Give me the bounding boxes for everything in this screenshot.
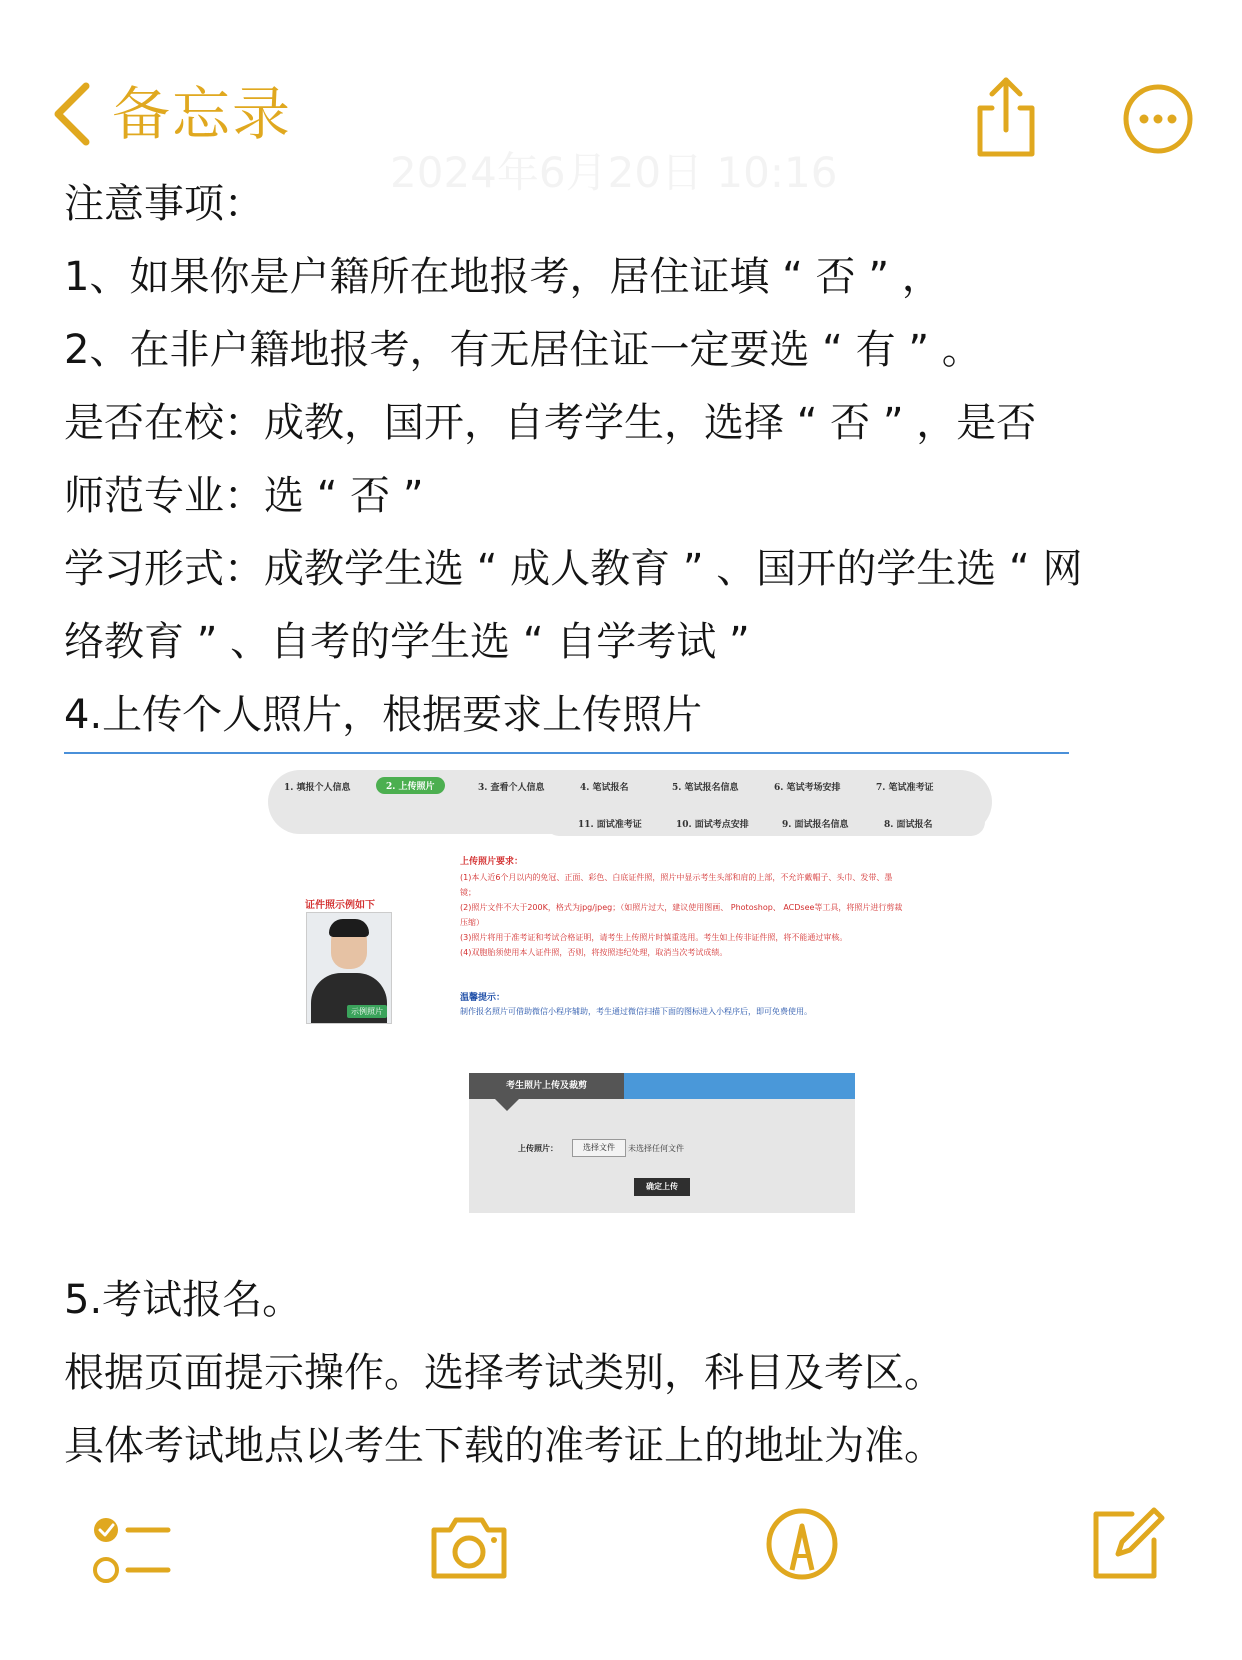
- step-item: 4. 笔试报名: [580, 783, 629, 793]
- step-item: 8. 面试报名: [884, 820, 933, 830]
- step-item: 10. 面试考点安排: [676, 820, 749, 830]
- back-button[interactable]: [50, 82, 292, 146]
- requirement-line: (3)照片将用于准考证和考试合格证明，请考生上传照片时慎重选用。考生如上传非证件照，将不能通过审核。: [460, 933, 848, 942]
- no-file-text: 未选择任何文件: [628, 1144, 684, 1153]
- share-icon[interactable]: [970, 74, 1042, 160]
- requirement-line: (4)双胞胎须使用本人证件照，否则，将按照违纪处理，取消当次考试成绩。: [460, 948, 728, 957]
- note-line: 学习形式：成教学生选 “ 成人教育 ” 、国开的学生选 “ 网: [64, 546, 1083, 592]
- step-item: 3. 查看个人信息: [478, 783, 545, 793]
- tip-title: 温馨提示：: [460, 993, 506, 1003]
- note-line: 1、如果你是户籍所在地报考，居住证填 “ 否 ” ，: [64, 254, 942, 300]
- sample-photo-label: 证件照示例如下: [305, 900, 375, 911]
- chevron-left-icon: [50, 82, 92, 146]
- upload-photo-label: 上传照片：: [518, 1144, 558, 1153]
- step-item: 1. 填报个人信息: [284, 783, 351, 793]
- photo-hair: [329, 919, 369, 937]
- step-item: 9. 面试报名信息: [782, 820, 849, 830]
- choose-file-button[interactable]: 选择文件: [572, 1139, 626, 1157]
- confirm-upload-button[interactable]: 确定上传: [634, 1178, 690, 1196]
- note-line: 根据页面提示操作。选择考试类别，科目及考区。: [64, 1350, 944, 1396]
- note-body[interactable]: [64, 168, 1194, 754]
- note-line: 注意事项：: [64, 181, 264, 227]
- note-line: 4.上传个人照片，根据要求上传照片: [64, 679, 1069, 754]
- more-icon[interactable]: [1122, 83, 1194, 155]
- note-line: 是否在校：成教，国开，自考学生，选择 “ 否 ” ，是否: [64, 400, 1037, 446]
- sample-photo: [306, 912, 392, 1024]
- note-line: 师范专业：选 “ 否 ”: [64, 473, 424, 519]
- upload-tab[interactable]: 考生照片上传及裁剪: [469, 1073, 624, 1099]
- compose-icon[interactable]: [1088, 1500, 1166, 1582]
- note-line: 具体考试地点以考生下载的准考证上的地址为准。: [64, 1423, 944, 1469]
- bottom-toolbar: [0, 1490, 1242, 1610]
- step-item: 5. 笔试报名信息: [672, 783, 739, 793]
- markup-icon[interactable]: [764, 1506, 840, 1582]
- back-label: 备忘录: [112, 80, 293, 148]
- requirement-line: (2)照片文件不大于200K，格式为jpg/jpeg；（如照片过大，建议使用图画、 Photoshop、 ACDsee等工具，将照片进行剪裁: [460, 903, 903, 912]
- note-body-continued[interactable]: [64, 1264, 1194, 1483]
- step-item: 6. 笔试考场安排: [774, 783, 841, 793]
- upload-tab-bar: [624, 1073, 855, 1099]
- tip-body: 制作报名照片可借助微信小程序辅助，考生通过微信扫描下面的图标进入小程序后，即可免费使用。: [460, 1007, 812, 1016]
- requirement-line: 压缩）: [460, 918, 484, 927]
- note-line: 络教育 ” 、自考的学生选 “ 自学考试 ”: [64, 619, 750, 665]
- step-item-active: 2. 上传照片: [376, 777, 445, 794]
- tab-notch: [495, 1099, 519, 1111]
- step-item: 7. 笔试准考证: [876, 783, 934, 793]
- requirement-line: (1)本人近6个月以内的免冠、正面、彩色、白底证件照，照片中显示考生头部和肩的上部，不允许戴帽子、头巾、发带、墨: [460, 873, 893, 882]
- photo-requirements: [460, 855, 970, 960]
- requirement-line: 镜；: [460, 888, 476, 897]
- note-line: 2、在非户籍地报考，有无居住证一定要选 “ 有 ” 。: [64, 327, 982, 373]
- note-date: 2024年6月20日 10:16: [390, 148, 838, 197]
- checklist-icon[interactable]: [92, 1514, 172, 1586]
- camera-icon[interactable]: [426, 1510, 512, 1582]
- step-item: 11. 面试准考证: [578, 820, 642, 830]
- requirements-title: 上传照片要求：: [460, 857, 524, 867]
- navigation-bar: [0, 0, 1242, 197]
- photo-watermark: 示例照片: [347, 1005, 387, 1018]
- note-line: 5.考试报名。: [64, 1277, 303, 1323]
